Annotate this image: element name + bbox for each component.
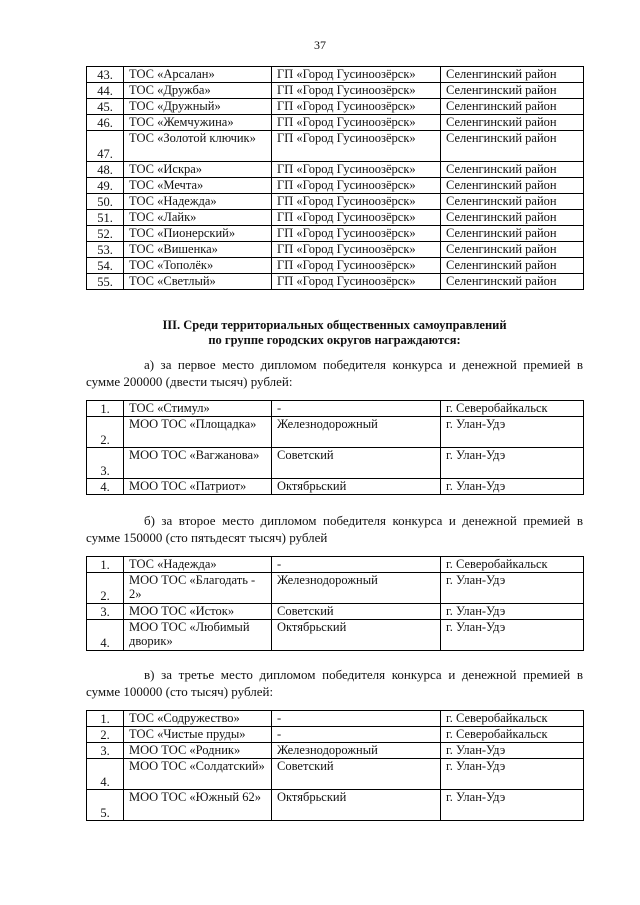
second-place-table	[86, 556, 584, 651]
second-place-text: б) за второе место дипломом победителя конкурса и денежной премией в сумме 150000 (сто пятьдесят тысяч) рублей	[86, 513, 583, 545]
table-row	[87, 99, 584, 115]
tos-name: ТОС «Чистые пруды»	[124, 727, 272, 743]
district: Селенгинский район	[441, 67, 584, 83]
tos-name: ТОС «Золотой ключик»	[124, 131, 272, 162]
tos-name: ТОС «Дружба»	[124, 83, 272, 99]
municipality: ГП «Город Гусиноозёрск»	[272, 274, 441, 290]
district: -	[272, 557, 441, 573]
page-number: 37	[314, 38, 326, 52]
row-number: 3.	[87, 604, 124, 620]
table-row	[87, 131, 584, 162]
section-heading-line1: III. Среди территориальных общественных самоуправлений	[162, 318, 507, 332]
table-row	[87, 242, 584, 258]
row-number: 50.	[87, 194, 124, 210]
row-number: 53.	[87, 242, 124, 258]
district: Советский	[272, 759, 441, 790]
tos-name: ТОС «Жемчужина»	[124, 115, 272, 131]
table-row	[87, 274, 584, 290]
tos-name: МОО ТОС «Вагжанова»	[124, 448, 272, 479]
district: Октябрьский	[272, 479, 441, 495]
row-number: 49.	[87, 178, 124, 194]
row-number: 1.	[87, 401, 124, 417]
table-row	[87, 479, 584, 495]
tos-name: ТОС «Тополёк»	[124, 258, 272, 274]
district: Селенгинский район	[441, 194, 584, 210]
table-row	[87, 194, 584, 210]
row-number: 2.	[87, 417, 124, 448]
municipality: ГП «Город Гусиноозёрск»	[272, 99, 441, 115]
district: Селенгинский район	[441, 83, 584, 99]
third-place-text: в) за третье место дипломом победителя конкурса и денежной премией в сумме 100000 (сто тысяч) рублей:	[86, 667, 583, 699]
tos-name: ТОС «Мечта»	[124, 178, 272, 194]
district: Селенгинский район	[441, 242, 584, 258]
table-row	[87, 210, 584, 226]
city: г. Улан-Удэ	[441, 479, 584, 495]
table-row	[87, 162, 584, 178]
table-row	[87, 67, 584, 83]
district: Железнодорожный	[272, 417, 441, 448]
municipality: ГП «Город Гусиноозёрск»	[272, 162, 441, 178]
row-number: 1.	[87, 711, 124, 727]
tos-name: МОО ТОС «Любимый дворик»	[124, 620, 272, 651]
table-row	[87, 83, 584, 99]
district: Октябрьский	[272, 620, 441, 651]
tos-name: ТОС «Содружество»	[124, 711, 272, 727]
district: Селенгинский район	[441, 210, 584, 226]
row-number: 52.	[87, 226, 124, 242]
municipality: ГП «Город Гусиноозёрск»	[272, 226, 441, 242]
tos-name: МОО ТОС «Южный 62»	[124, 790, 272, 821]
district: Селенгинский район	[441, 162, 584, 178]
district: Железнодорожный	[272, 743, 441, 759]
table-row	[87, 727, 584, 743]
district: Селенгинский район	[441, 99, 584, 115]
district: Селенгинский район	[441, 258, 584, 274]
city: г. Улан-Удэ	[441, 417, 584, 448]
table-row	[87, 401, 584, 417]
municipality: ГП «Город Гусиноозёрск»	[272, 210, 441, 226]
tos-name: ТОС «Искра»	[124, 162, 272, 178]
tos-name: ТОС «Стимул»	[124, 401, 272, 417]
city: г. Улан-Удэ	[441, 620, 584, 651]
row-number: 47.	[87, 131, 124, 162]
row-number: 3.	[87, 448, 124, 479]
table-row	[87, 759, 584, 790]
row-number: 54.	[87, 258, 124, 274]
row-number: 2.	[87, 573, 124, 604]
tos-name: ТОС «Вишенка»	[124, 242, 272, 258]
city: г. Северобайкальск	[441, 727, 584, 743]
awards-table-continued	[86, 66, 584, 290]
row-number: 3.	[87, 743, 124, 759]
row-number: 48.	[87, 162, 124, 178]
city: г. Улан-Удэ	[441, 759, 584, 790]
municipality: ГП «Город Гусиноозёрск»	[272, 67, 441, 83]
row-number: 46.	[87, 115, 124, 131]
tos-name: ТОС «Арсалан»	[124, 67, 272, 83]
municipality: ГП «Город Гусиноозёрск»	[272, 178, 441, 194]
city: г. Северобайкальск	[441, 557, 584, 573]
district: Селенгинский район	[441, 226, 584, 242]
tos-name: ТОС «Надежда»	[124, 194, 272, 210]
tos-name: ТОС «Дружный»	[124, 99, 272, 115]
row-number: 44.	[87, 83, 124, 99]
municipality: ГП «Город Гусиноозёрск»	[272, 115, 441, 131]
municipality: ГП «Город Гусиноозёрск»	[272, 194, 441, 210]
district: Железнодорожный	[272, 573, 441, 604]
district: -	[272, 401, 441, 417]
table-row	[87, 448, 584, 479]
municipality: ГП «Город Гусиноозёрск»	[272, 131, 441, 162]
tos-name: ТОС «Надежда»	[124, 557, 272, 573]
row-number: 1.	[87, 557, 124, 573]
table-row	[87, 573, 584, 604]
first-place-text: а) за первое место дипломом победителя конкурса и денежной премией в сумме 200000 (двести тысяч) рублей:	[86, 357, 583, 389]
row-number: 4.	[87, 479, 124, 495]
row-number: 4.	[87, 759, 124, 790]
district: -	[272, 711, 441, 727]
third-place-table	[86, 710, 584, 821]
tos-name: МОО ТОС «Солдатский»	[124, 759, 272, 790]
row-number: 4.	[87, 620, 124, 651]
tos-name: МОО ТОС «Патриот»	[124, 479, 272, 495]
city: г. Улан-Удэ	[441, 790, 584, 821]
table-row	[87, 711, 584, 727]
table-row	[87, 557, 584, 573]
table-row	[87, 604, 584, 620]
city: г. Улан-Удэ	[441, 743, 584, 759]
tos-name: МОО ТОС «Исток»	[124, 604, 272, 620]
section-heading-line2: по группе городских округов награждаются:	[208, 333, 461, 347]
row-number: 55.	[87, 274, 124, 290]
city: г. Северобайкальск	[441, 711, 584, 727]
district: Селенгинский район	[441, 131, 584, 162]
district: Советский	[272, 448, 441, 479]
section-heading	[86, 318, 583, 348]
row-number: 2.	[87, 727, 124, 743]
district: Селенгинский район	[441, 274, 584, 290]
table-row	[87, 178, 584, 194]
tos-name: ТОС «Пионерский»	[124, 226, 272, 242]
table-row	[87, 258, 584, 274]
row-number: 45.	[87, 99, 124, 115]
table-row	[87, 417, 584, 448]
tos-name: МОО ТОС «Родник»	[124, 743, 272, 759]
row-number: 43.	[87, 67, 124, 83]
table-row	[87, 743, 584, 759]
table-row	[87, 790, 584, 821]
municipality: ГП «Город Гусиноозёрск»	[272, 83, 441, 99]
tos-name: МОО ТОС «Площадка»	[124, 417, 272, 448]
first-place-table	[86, 400, 584, 495]
municipality: ГП «Город Гусиноозёрск»	[272, 242, 441, 258]
city: г. Улан-Удэ	[441, 604, 584, 620]
tos-name: ТОС «Лайк»	[124, 210, 272, 226]
tos-name: ТОС «Светлый»	[124, 274, 272, 290]
row-number: 5.	[87, 790, 124, 821]
table-row	[87, 115, 584, 131]
table-row	[87, 620, 584, 651]
table-row	[87, 226, 584, 242]
city: г. Улан-Удэ	[441, 448, 584, 479]
city: г. Улан-Удэ	[441, 573, 584, 604]
district: Советский	[272, 604, 441, 620]
district: Октябрьский	[272, 790, 441, 821]
municipality: ГП «Город Гусиноозёрск»	[272, 258, 441, 274]
district: Селенгинский район	[441, 115, 584, 131]
row-number: 51.	[87, 210, 124, 226]
district: -	[272, 727, 441, 743]
tos-name: МОО ТОС «Благодать - 2»	[124, 573, 272, 604]
district: Селенгинский район	[441, 178, 584, 194]
city: г. Северобайкальск	[441, 401, 584, 417]
